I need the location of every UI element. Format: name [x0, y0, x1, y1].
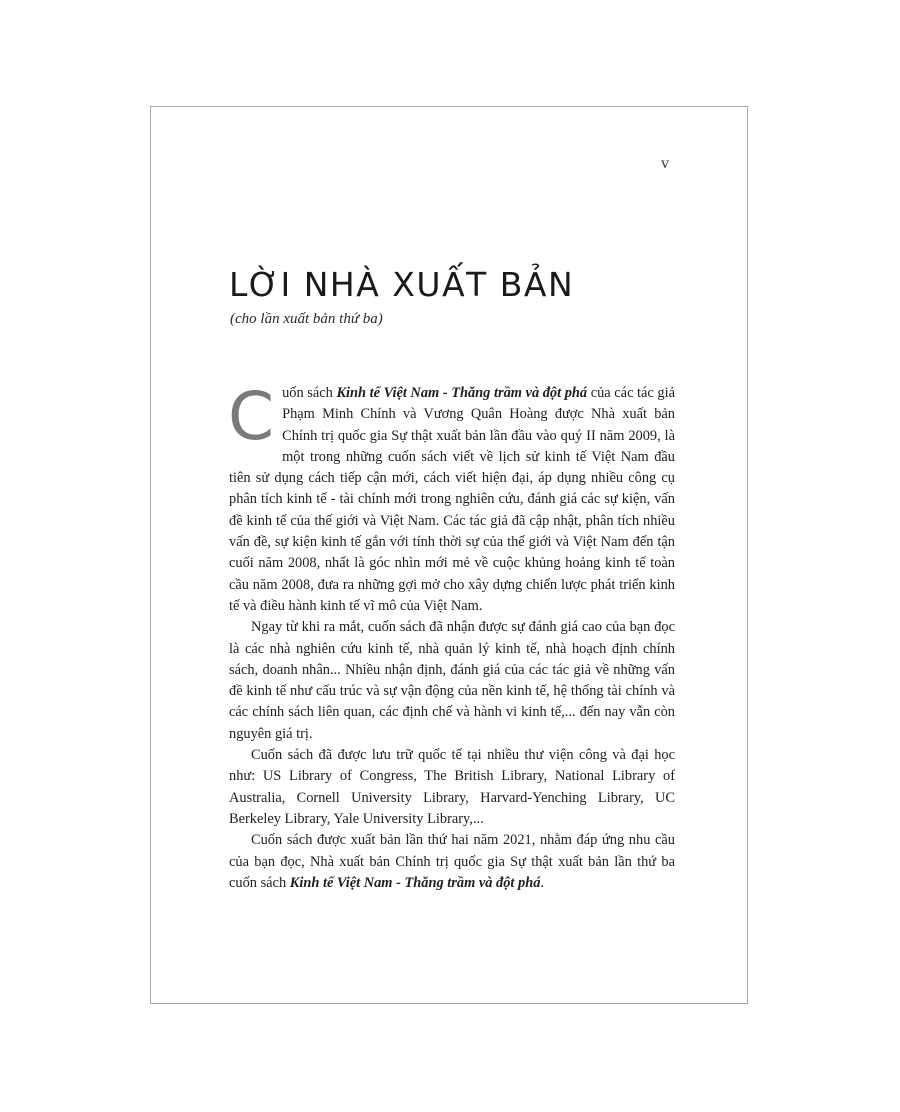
book-title-emphasis: Kinh tế Việt Nam - Thăng trầm và đột phá	[289, 874, 541, 891]
page-number: v	[661, 155, 669, 172]
paragraph-1	[228, 378, 676, 617]
paragraph-1-text-start: uốn sách	[282, 385, 337, 401]
body-text	[228, 378, 676, 894]
book-page	[150, 106, 748, 1004]
paragraph-2: Ngay từ khi ra mắt, cuốn sách đã nhận được sự đánh giá cao của bạn đọc là các nhà nghiên cứu kinh tế, nhà quản lý kinh tế, nhà hoạch định chính sách, doanh nhân... Nhiều nhận định, đánh giá của các tác giả về những vấn đề kinh tế như cấu trúc và sự vận động của nền kinh tế, hệ thống tài chính và các chính sách liên quan, các định chế và hành vi kinh tế,... đến nay vẫn còn nguyên giá trị.	[229, 619, 675, 742]
book-title-emphasis: Kinh tế Việt Nam - Thăng trầm và đột phá	[336, 385, 588, 401]
paragraph-4-text-end: .	[540, 874, 545, 891]
drop-cap: C	[228, 378, 275, 455]
paragraph-4	[229, 830, 675, 894]
paragraph-1-text-rest: của các tác giả Phạm Minh Chính và Vương Quân Hoàng được Nhà xuất bản Chính trị quốc gia Sự thật xuất bản lần đầu vào quý II năm 2009, là một trong những cuốn sách viết về lịch sử kinh tế Việt Nam đầu tiên sử dụng cách tiếp cận mới, cách viết hiện đại, áp dụng nhiều công cụ phân tích kinh tế - tài chính mới trong nghiên cứu, đánh giá các sự kiện, vấn đề kinh tế của thế giới và Việt Nam. Các tác giả đã cập nhật, phân tích nhiều vấn đề, sự kiện kinh tế gắn với tính thời sự của thế giới và Việt Nam đến tận cuối năm 2008, nhất là góc nhìn mới mẻ về cuộc khủng hoảng kinh tế toàn cầu năm 2008, đưa ra những gợi mở cho xây dựng chiến lược phát triển kinh tế và điều hành kinh tế vĩ mô của Việt Nam.	[229, 385, 676, 614]
paragraph-3: Cuốn sách đã được lưu trữ quốc tế tại nhiều thư viện công và đại học như: US Library of Congress, The British Library, National Library of Australia, Cornell University Library, Harvard-Yenching Library, UC Berkeley Library, Yale University Library,...	[229, 747, 675, 827]
paragraph-4-text-start: Cuốn sách được xuất bản lần thứ hai năm 2021, nhằm đáp ứng nhu cầu của bạn đọc, Nhà xuất bản Chính trị quốc gia Sự thật xuất bản lần thứ ba cuốn sách	[229, 832, 675, 891]
page-title: LỜI NHÀ XUẤT BẢN	[229, 265, 575, 304]
page-subtitle: (cho lần xuất bản thứ ba)	[230, 311, 383, 327]
